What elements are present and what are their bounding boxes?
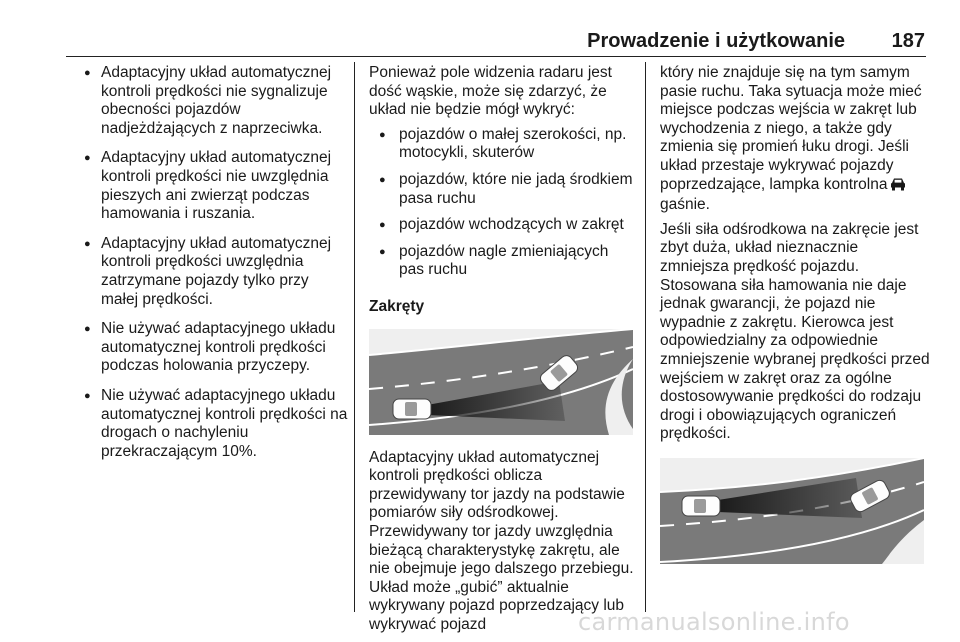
centrifugal-force-paragraph: Jeśli siła odśrodkowa na zakręcie jest zbyt duża, układ nieznacznie zmniejsza prędkość pojazdu. Stosowana siła hamowania nie daje jednak gwarancji, że pojazd nie wypadnie z zakrętu. Kierowca jest odpowiedzialny za odpowiednie zmniejszenie wybranej prędkości przed wejściem w zakręt oraz za ogólne dostosowywanie prędkości do rodzaju drogi i obowiązujących ograniczeń prędkości.	[660, 220, 930, 443]
watermark: carmanualsonline.info	[578, 608, 850, 636]
radar-undetected-list	[369, 126, 637, 280]
list-item: ● pojazdów nagle zmieniających pas ruchu	[369, 243, 637, 280]
column-2	[369, 64, 637, 640]
limitations-list	[66, 64, 348, 461]
list-item: ● Adaptacyjny układ automatycznej kontroli prędkości nie uwzględnia pieszych ani zwierząt podczas hamowania i ruszania.	[66, 149, 348, 223]
column-divider-1	[354, 62, 355, 612]
curves-body-paragraph: Adaptacyjny układ automatycznej kontroli prędkości oblicza przewidywany tor jazdy na podstawie pomiarów siły odśrodkowej. Przewidywany tor jazdy uwzględnia bieżącą charakterystykę zakrętu, ale nie obejmuje jego dalszego przebiegu. Układ może „gubić” aktualnie wykrywany pojazd poprzedzający lub wykrywać pojazd	[369, 448, 634, 633]
list-item: ● Adaptacyjny układ automatycznej kontroli prędkości uwzględnia zatrzymane pojazdy tylko przy małej prędkości.	[66, 235, 348, 309]
curve-illustration-2	[660, 458, 930, 564]
page-header-title: Prowadzenie i użytkowanie	[587, 30, 845, 52]
column-1	[66, 64, 348, 472]
curves-continued-text: który nie znajduje się na tym samym pasie ruchu. Taka sytuacja może mieć miejsce podczas wejścia w zakręt lub wychodzenia z niego, a także gdy zmienia się promień łuku drogi. Jeśli układ przestaje wykrywać pojazdy poprzedzające, lampka kontrolna	[660, 64, 922, 193]
list-item: ● Nie używać adaptacyjnego układu automatycznej kontroli prędkości podczas holowania przyczepy.	[66, 320, 348, 376]
car-indicator-icon	[890, 177, 906, 197]
list-item: ● Adaptacyjny układ automatycznej kontroli prędkości nie sygnalizuje obecności pojazdów nadjeżdżających z naprzeciwka.	[66, 64, 348, 138]
curves-continued-text-end: gaśnie.	[660, 196, 710, 214]
header-rule	[66, 56, 926, 57]
section-heading-curves: Zakręty	[369, 297, 425, 315]
curves-continued-paragraph	[660, 64, 930, 215]
page-number: 187	[891, 30, 925, 52]
curve-road-diagram	[369, 329, 633, 435]
list-item: ● pojazdów, które nie jadą środkiem pasa ruchu	[369, 171, 637, 208]
radar-intro-paragraph: Ponieważ pole widzenia radaru jest dość wąskie, może się zdarzyć, że układ nie będzie mógł wykryć:	[369, 64, 612, 119]
column-divider-2	[645, 62, 646, 612]
column-3	[660, 64, 930, 578]
curve-road-diagram-2	[660, 458, 924, 564]
list-item: ● pojazdów wchodzących w zakręt	[369, 216, 637, 235]
list-item: ● Nie używać adaptacyjnego układu automatycznej kontroli prędkości na drogach o nachyleniu przekraczającym 10%.	[66, 387, 348, 461]
curve-illustration-1	[369, 329, 637, 435]
list-item: ● pojazdów o małej szerokości, np. motocykli, skuterów	[369, 126, 637, 163]
